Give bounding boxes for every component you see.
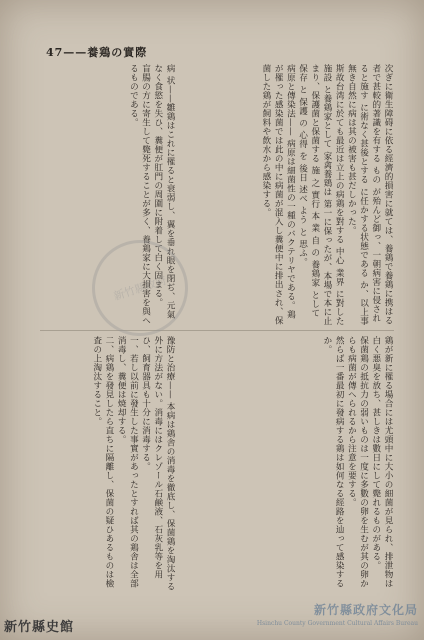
section-divider bbox=[40, 330, 394, 331]
page-header: 47——養鶏の實際 bbox=[46, 46, 148, 59]
cultural-bureau-english: Hsinchu County Government Cultural Affairs Bureau bbox=[256, 620, 418, 627]
cultural-bureau-logo bbox=[257, 604, 418, 630]
paragraph: 病原と傳染法—— 病原は細菌性の一種のバクテリヤである。鶏が罹った感染菌では此の中に病菌が混入し糞便中に排出され、保菌した鶏が飼料や飲水から感染する。 bbox=[260, 64, 296, 325]
paragraph: 鶏が新に罹る場合には尤頭中に大小の細菌が見られ、排泄物は白く悪臭を放ち、甚しきは數日にして斃れるものがある。 bbox=[370, 336, 393, 588]
paragraph: 盲腸の方に寄生して斃死することが多く、養鶏家に大損害を與へるものである。 bbox=[128, 64, 151, 325]
paragraph: 斯故台湾に於ても最近は立上の病鶏を對する 中心 業界 に對した施設 と養鶏家として 家禽養鶏は 第一に保ったが、本場で本に止まり、保護菌と保菌する 施 之 實行 本 業 自 の 養鶏家 として 保存 と 保護 の 心得 を 後日 述べ よう と 思ふ。 bbox=[297, 64, 345, 326]
column-right-upper bbox=[184, 64, 394, 328]
paragraph: 次ぎに衛生障碍に依る經濟的損害に就ては、養鶏で養鶏に携はる者で甚較的著識を有する もの が殆んど御っ、一朝病害に侵されると施す に術なく甚後とする に任かする状態である か、以上事無き自然に病は其の被害も甚だしかった。 bbox=[346, 64, 393, 326]
stamp-text: 新竹縣政府 bbox=[111, 273, 169, 304]
cultural-bureau-name: 新竹縣政府文化局 bbox=[313, 603, 418, 617]
column-right-lower bbox=[184, 336, 394, 592]
paragraph: 然らば一番最初に發病する鶏は如何なる經路を辿って感染するか。 bbox=[321, 336, 345, 588]
paragraph: 二、病鶏を發見したら直ちに隔離し、保菌の疑ひあるものは檢査の上淘汰すること。 bbox=[91, 336, 114, 588]
column-left-lower bbox=[40, 336, 176, 592]
paragraph: 保菌鶏の抵抗力の弱いものは一度に多數の卵を生むが其の卵からも病菌が傳へられるから注意を要する。 bbox=[346, 336, 369, 588]
hsinchu-history-museum-logo: 新竹縣史館 bbox=[4, 620, 75, 635]
paragraph: 病 状——雛鶏はこれに罹ると衰弱し、翼を垂れ眼を閉ぢ、元氣なく食慾を失ひ、糞便が肛門の周圍に附着して白く固まる。 bbox=[152, 64, 175, 320]
paragraph: 豫防と治療—— 本病は鶏舎の消毒を徹底し、保菌鶏を淘汰する外に方法がない。消毒にはクレゾール石鹸液、石灰乳等を用ひ、飼育器具も十分に消毒する。 bbox=[140, 336, 175, 592]
paragraph: 一、若し以前に發生した事實があったとすれば其の鶏舎は全部消毒し、糞便は焼却する。 bbox=[116, 336, 139, 588]
